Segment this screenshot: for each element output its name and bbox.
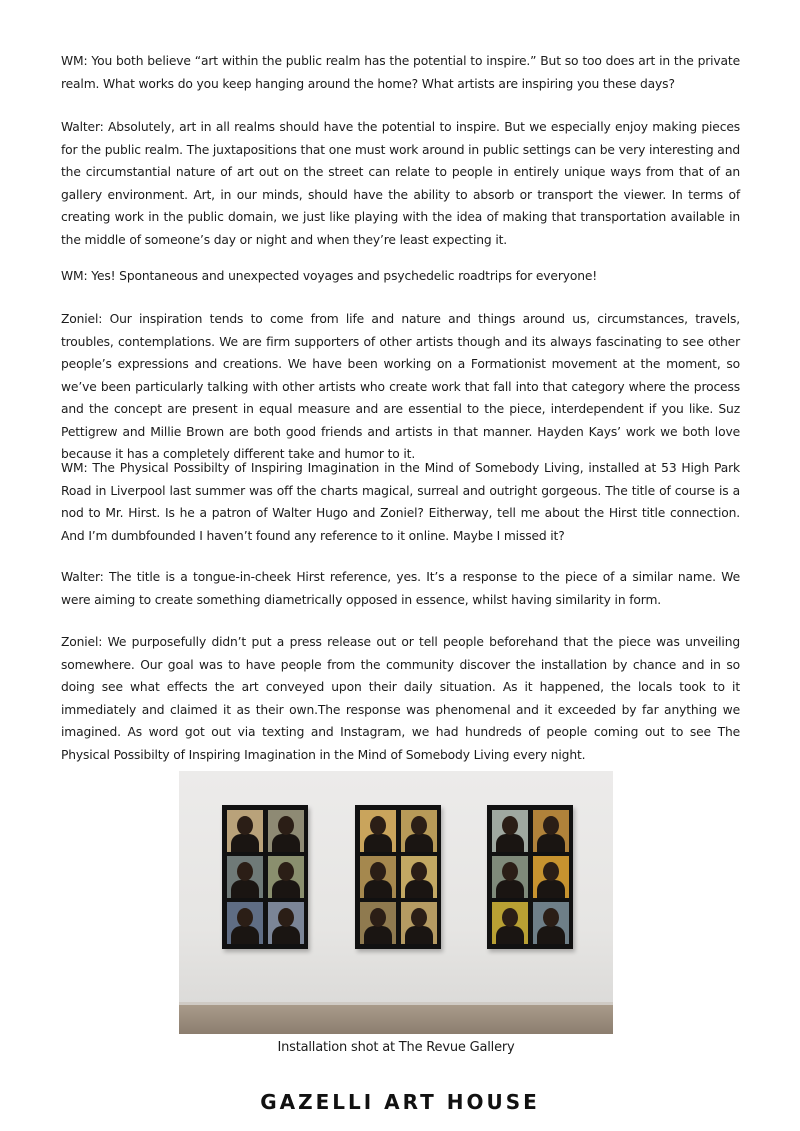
portrait-figure-body (405, 834, 433, 852)
portrait-cell (492, 810, 528, 852)
installation-photo (179, 771, 613, 1034)
portrait-figure-body (537, 880, 565, 898)
portrait-cell (360, 902, 396, 944)
portrait-figure-body (496, 926, 524, 944)
portrait-figure-head (370, 862, 386, 881)
portrait-cell (533, 902, 569, 944)
portrait-figure-body (364, 834, 392, 852)
portrait-panel-center (355, 805, 441, 949)
portrait-figure-body (496, 834, 524, 852)
footer-logo: GAZELLI ART HOUSE (260, 1090, 540, 1114)
portrait-cell (268, 902, 304, 944)
portrait-figure-head (237, 816, 253, 835)
portrait-figure-body (231, 880, 259, 898)
portrait-cell (533, 856, 569, 898)
portrait-figure-head (411, 908, 427, 927)
portrait-figure-head (502, 816, 518, 835)
portrait-figure-body (272, 880, 300, 898)
portrait-figure-body (537, 926, 565, 944)
portrait-cell (360, 856, 396, 898)
portrait-figure-body (405, 880, 433, 898)
portrait-figure-head (411, 816, 427, 835)
paragraph-wm-question-1: WM: You both believe “art within the public realm has the potential to inspire.” But so too does art in the private realm. What works do you keep hanging around the home? What artists are inspiring you these days? (61, 54, 740, 91)
portrait-figure-body (364, 926, 392, 944)
portrait-cell (227, 856, 263, 898)
portrait-cell (401, 856, 437, 898)
photo-floor (179, 1005, 613, 1034)
portrait-figure-head (370, 816, 386, 835)
portrait-panel-left (222, 805, 308, 949)
portrait-figure-head (543, 862, 559, 881)
portrait-figure-head (411, 862, 427, 881)
paragraph-wm-comment: WM: Yes! Spontaneous and unexpected voyages and psychedelic roadtrips for everyone! (61, 269, 598, 283)
portrait-figure-body (496, 880, 524, 898)
portrait-cell (533, 810, 569, 852)
portrait-figure-head (543, 908, 559, 927)
paragraph-wm-question-2: WM: The Physical Possibilty of Inspiring Imagination in the Mind of Somebody Living, installed at 53 High Park Road in Liverpool last summer was off the charts magical, surreal and outright gorgeous. The title of course is a nod to Mr. Hirst. Is he a patron of Walter Hugo and Zoniel? Eitherway, tell me about the Hirst title connection. And I’m dumbfounded I haven’t found any reference to it online. Maybe I missed it? (61, 461, 740, 543)
portrait-figure-head (502, 862, 518, 881)
portrait-figure-head (278, 816, 294, 835)
figure-caption: Installation shot at The Revue Gallery (277, 1040, 515, 1055)
portrait-figure-body (405, 926, 433, 944)
portrait-figure-body (537, 834, 565, 852)
portrait-figure-head (543, 816, 559, 835)
portrait-figure-body (364, 880, 392, 898)
portrait-figure-head (370, 908, 386, 927)
portrait-cell (492, 902, 528, 944)
portrait-figure-head (237, 862, 253, 881)
portrait-cell (227, 810, 263, 852)
portrait-figure-head (278, 862, 294, 881)
portrait-figure-body (272, 926, 300, 944)
paragraph-walter-answer-1: Walter: Absolutely, art in all realms should have the potential to inspire. But we especially enjoy making pieces for the public realm. The juxtapositions that one must work around in public settings can be very interesting and the circumstantial nature of art out on the street can relate to people in entirely unique ways from that of an gallery environment. Art, in our minds, should have the ability to absorb or transport the viewer. In terms of creating work in the public domain, we just like playing with the idea of making that transportation available in the middle of someone’s day or night and when they’re least expecting it. (61, 120, 740, 247)
portrait-figure-body (231, 926, 259, 944)
portrait-cell (360, 810, 396, 852)
paragraph-zoniel-answer-2: Zoniel: We purposefully didn’t put a press release out or tell people beforehand that the piece was unveiling somewhere. Our goal was to have people from the community discover the installation by chance and in so doing see what effects the art conveyed upon their daily situation. As it happened, the locals took to it immediately and claimed it as their own.The response was phenomenal and it exceeded by far anything we imagined. As word got out via texting and Instagram, we had hundreds of people coming out to see The Physical Possibilty of Inspiring Imagination in the Mind of Somebody Living every night. (61, 635, 740, 762)
portrait-cell (268, 856, 304, 898)
portrait-cell (227, 902, 263, 944)
portrait-panel-right (487, 805, 573, 949)
paragraph-zoniel-answer-1: Zoniel: Our inspiration tends to come from life and nature and things around us, circumstances, travels, troubles, contemplations. We are firm supporters of other artists though and its always fascinating to see other people’s expressions and creations. We have been working on a Formationist movement at the moment, so we’ve been particularly talking with other artists who create work that fall into that category where the process and the concept are present in equal measure and are essential to the piece, interdependent if you like. Suz Pettigrew and Millie Brown are both good friends and artists in that manner. Hayden Kays’ work we both love because it has a completely different take and humor to it. (61, 312, 740, 461)
portrait-cell (268, 810, 304, 852)
portrait-cell (401, 902, 437, 944)
portrait-cell (401, 810, 437, 852)
portrait-figure-body (272, 834, 300, 852)
paragraph-walter-answer-2: Walter: The title is a tongue-in-cheek Hirst reference, yes. It’s a response to the piece of a similar name. We were aiming to create something diametrically opposed in essence, whilst having similarity in form. (61, 570, 740, 607)
portrait-figure-head (237, 908, 253, 927)
portrait-figure-head (278, 908, 294, 927)
portrait-cell (492, 856, 528, 898)
portrait-figure-head (502, 908, 518, 927)
portrait-figure-body (231, 834, 259, 852)
